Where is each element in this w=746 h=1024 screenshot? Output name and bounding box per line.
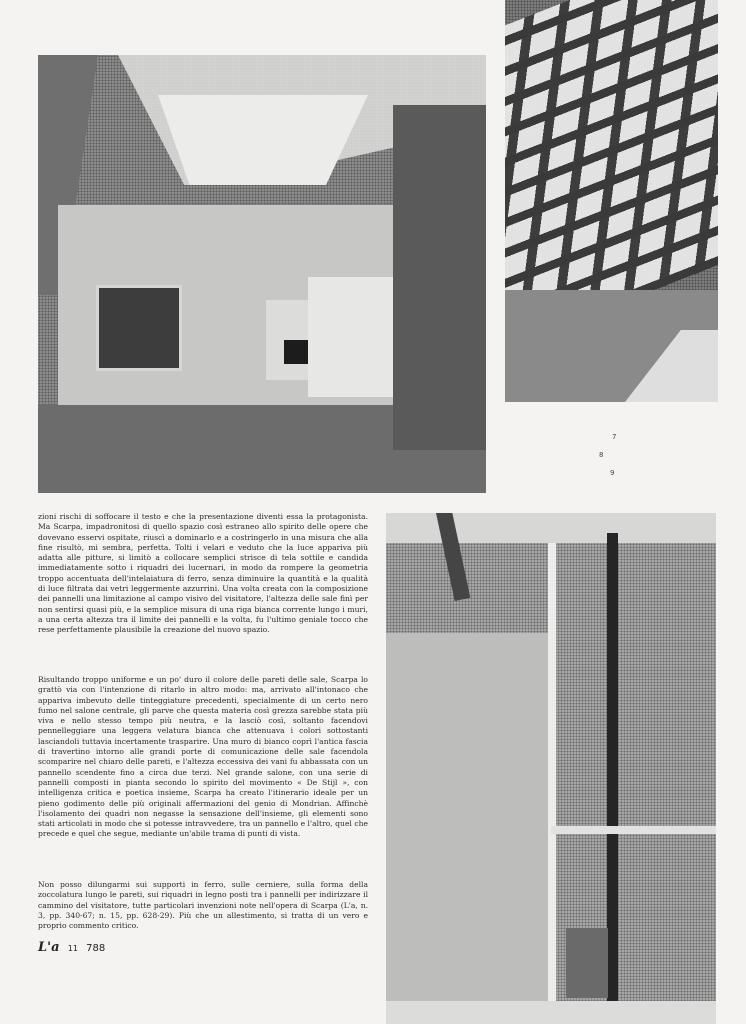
paragraph-text: zioni rischi di soffocare il testo e che la presentazione diventi essa la protagonista. Ma Scarpa, impadronitosi di quello spazio così estraneo allo spirito delle opere che dovevano esservi ospitate, riuscì a dominarlo e a costringerlo in una misura che alla fine risultò, mi sembra, perfetta. Tolti i velari e veduto che la luce appariva più adatta alle pitture, si limitò a collocare semplici strisce di tela sottile e candida immediatamente sotto i riquadri dei lucernari, in modo da rompere la geometria troppo accentuata dell'intelaiatura di ferro, senza diminuire la quantità e la qualità di luce filtrata dai vetri leggermente azzurrini. Una volta creata con la composizione dei pannelli una limitazione al campo visivo del visitatore, l'altezza delle sale finì per non sentirsi quasi più, e la semplice misura di una riga bianca corrente lungo i muri, a una certa altezza tra il limite dei pannelli e la volta, fu l'ultimo geniale tocco che rese perfettamente plausibile la creazione del nuovo spazio.	[38, 512, 368, 635]
page-footer	[38, 940, 105, 955]
caption-number: 9	[610, 469, 615, 477]
white-post	[548, 543, 556, 1024]
tall-partition-panel	[393, 105, 486, 450]
photo-gallery-interior	[38, 55, 486, 493]
crossbar	[551, 826, 716, 834]
page-number: 788	[86, 943, 106, 954]
dark-post	[607, 533, 618, 1024]
ceiling-band	[386, 513, 716, 543]
black-square-artwork	[284, 340, 308, 364]
issue-number: 11	[67, 944, 78, 953]
caption-number: 8	[599, 451, 604, 459]
display-panel	[308, 277, 398, 397]
photo-exhibition-panels	[386, 513, 716, 1024]
mondrian-painting	[96, 285, 182, 371]
skylight	[158, 95, 368, 185]
lower-box	[566, 928, 608, 998]
paragraph-text: Risultando troppo uniforme e un po' duro il colore delle pareti delle sale, Scarpa lo grattò via con l'intenzione di ritarlo in altro modo: ma, arrivato all'intonaco che appariva imbevuto delle tinteggiature precedenti, specialmente di un certo nero fumo nel salone centrale, gli parve che questa materia così grezza sarebbe stata più viva e nello stesso tempo più neutra, e la lasciò così, soltanto facendovi pennelleggiare una leggera velatura bianca che attenuava i colori sottostanti lasciandoli tuttavia incertamente trasparire. Una muro di bianco coprì l'antica fascia di travertino intorno alle grandi porte di comunicazione delle sale facendola scomparire nel chiaro delle pareti, e l'altezza eccessiva dei vani fu abbassata con un pannello scendente fino a circa due terzi. Nel grande salone, con una serie di pannelli composti in pianta secondo lo spirito del movimento « De Stijl », con intelligenza critica e poetica insieme, Scarpa ha creato l'itinerario ideale per un pieno godimento delle più originali affermazioni del genio di Mondrian. Affinchè l'isolamento dei quadri non negasse la sensazione dell'insieme, gli elementi sono stati articolati in modo che si potesse intravvedere, tra un pannello e l'altro, quel che precede e quel che segue, mediante un'abile trama di punti di vista.	[38, 675, 368, 839]
caption-number: 7	[612, 433, 617, 441]
article-paragraph-2	[38, 675, 368, 840]
article-paragraph-3	[38, 880, 368, 931]
photo-ceiling-grid	[505, 0, 718, 402]
floor-strip	[386, 1001, 716, 1024]
paragraph-text: Non posso dilungarmi sui supporti in ferro, sulle cerniere, sulla forma della zoccolatura lungo le pareti, sui riquadri in legno posti tra i pannelli per indirizzare il cammino del visitatore, tutte particolari invenzioni note nell'opera di Scarpa (L'a, n. 3, pp. 340-67; n. 15, pp. 628-29). Più che un allestimento, si tratta di un vero e proprio commento critico.	[38, 880, 368, 931]
article-paragraph-1	[38, 512, 368, 636]
large-panel	[386, 633, 551, 1024]
magazine-logo: L'a	[38, 940, 60, 955]
